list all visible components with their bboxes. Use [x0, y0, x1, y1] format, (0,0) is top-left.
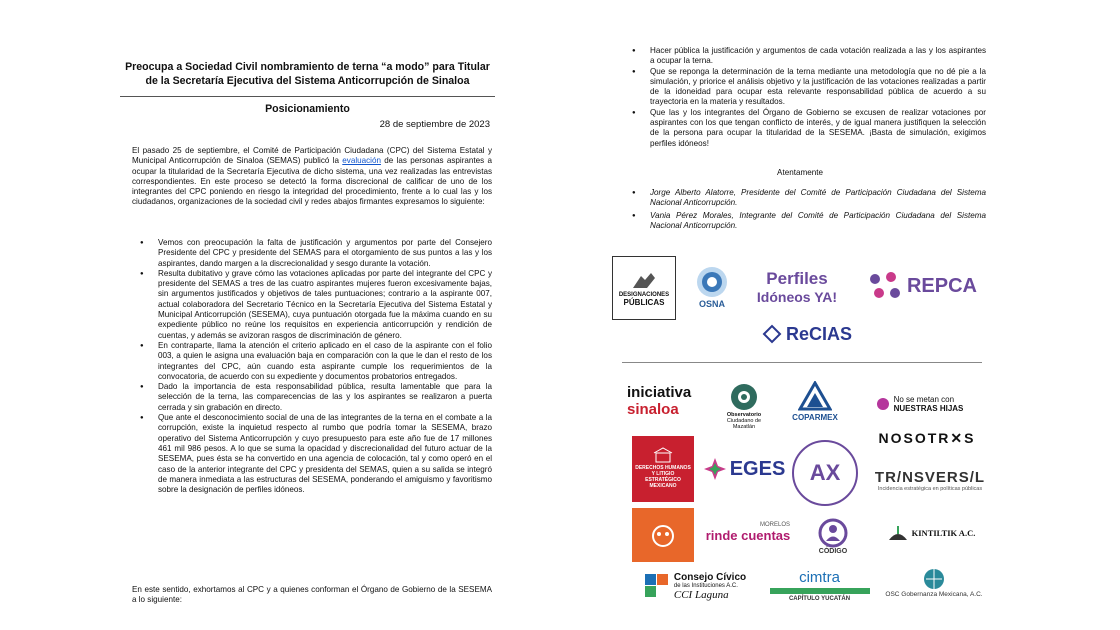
eye-icon — [729, 382, 759, 412]
blocks-icon — [644, 573, 670, 599]
document-date: 28 de septiembre de 2023 — [379, 119, 490, 130]
concerns-list — [132, 238, 492, 495]
logo-text: cimtra — [799, 568, 840, 586]
iniciativa-sinaloa-logo — [627, 378, 707, 424]
logo-text: Observatorio — [726, 412, 762, 418]
recias-logo — [752, 318, 862, 350]
designaciones-publicas-logo — [612, 256, 676, 320]
codigo-transparencia-logo — [802, 508, 864, 564]
network-icon — [867, 271, 903, 301]
globe-icon — [693, 265, 731, 299]
document-page-right — [612, 0, 988, 630]
ciudadanos-logo — [632, 508, 694, 562]
logo-text: CAPÍTULO YUCATÁN — [788, 595, 851, 602]
cimtra-bar — [770, 588, 870, 594]
logo-text: ReCIAS — [785, 323, 852, 344]
logo-text: de las Instituciones A.C. — [673, 582, 738, 589]
asociacion-derechos-logo — [792, 440, 858, 506]
logo-text: AX — [809, 460, 841, 485]
logo-text: Consejo Cívico — [673, 571, 747, 583]
title-line-1: Preocupa a Sociedad Civil nombramiento de terna “a modo” para Titular — [125, 61, 490, 73]
person-circle-icon — [818, 518, 848, 548]
evaluation-link[interactable]: evaluación — [342, 156, 381, 166]
document-subtitle: Posicionamiento — [265, 103, 350, 115]
logo-text: CCI Laguna — [673, 588, 729, 601]
list-item: ● Jorge Alberto Alatorre, Presidente del Comité de Participación Ciudadana del Sistema Nacional Anticorrupción. — [624, 188, 986, 209]
logo-text: MORELOS — [759, 521, 790, 528]
coparmex-logo — [780, 375, 850, 427]
logo-text: DERECHOS HUMANOS Y LITIGIO ESTRATÉGICO MEXICANO — [635, 465, 691, 489]
list-item: ● Que las y los integrantes del Órgano de Gobierno se excusen de realizar votaciones por aspirantes con los que tengan conflicto de interés, y de igual manera justifiquen la selección de la persona para ocupar la titularidad de la SESEMA. ¡Basta de simulación, exigimos perfiles idóneos! — [624, 108, 986, 149]
logo-text: CÓDIGO — [818, 547, 848, 555]
sign-off: Atentamente — [777, 168, 823, 177]
intro-text-end: de las personas aspirantes a ocupar la titularidad de la Secretaría Ejecutiva de dicho sistema, una vez realizadas las entrevistas correspondientes. En este proceso se detectó la forma discrecional de calificar de uno de los integrantes del CPC poniendo en riesgo la integridad del procedimiento, frente a lo cual las y los ciudadanos, organizaciones de la sociedad civil y redes abajos firmantes expresamos lo siguiente: — [132, 156, 492, 207]
logo-text: COPARMEX — [792, 412, 838, 422]
morelos-rinde-cuentas-logo — [698, 512, 798, 552]
no-se-metan-logo — [862, 390, 977, 418]
title-divider — [120, 96, 495, 97]
logo-text: rinde cuentas — [705, 527, 791, 543]
logo-text: Ciudadano de — [726, 418, 762, 424]
repca-logo — [857, 265, 987, 307]
consejo-civico-logo — [634, 564, 756, 608]
logo-text: KINTILTIK A.C. — [911, 528, 976, 538]
list-item: ● Hacer pública la justificación y argumentos de cada votación realizada a las y los aspirantes a ocupar la terna. — [624, 46, 986, 67]
plant-icon — [887, 524, 909, 542]
intro-paragraph — [132, 146, 492, 208]
list-item: ● Que ante el desconocimiento social de una de las integrantes de la terna en el combate a la corrupción, existe la inquietud respecto al rumbo que podría tomar la SESEMA, brazo operativo del Sistema Anticorrupción y cuyo presupuesto para este año fue de 17 millones 461 mil 986 pesos. A lo que se suma la opacidad y discrecionalidad del futuro actuar de la SESEMA, pues ésta se ha convertido en una agencia de colocación, tal y como operó en el caso de la anterior integrante del CPC y presidenta del SEMAS, quien a su salida se integró de manera inmediata a las estructuras del SESEMA, ponderando el amiguismo y favoritismo sobre la designación de perfiles idóneos. — [132, 413, 492, 495]
perfiles-idoneos-logo — [747, 262, 847, 312]
dog-icon — [649, 521, 677, 549]
title-line-2: de la Secretaría Ejecutiva del Sistema Anticorrupción de Sinaloa — [145, 75, 470, 87]
logo-text: No se metan con — [893, 395, 955, 404]
eges-logo — [700, 448, 788, 490]
nosotrxs-logo — [867, 428, 987, 448]
logo-text: Idóneos YA! — [756, 289, 838, 305]
flower-icon — [876, 397, 890, 411]
list-item: ● En contraparte, llama la atención el criterio aplicado en el caso de la aspirante con el folio 003, a quien le asigna una evaluación baja en comparación con la que le dan el resto de los integrantes del CPC, aún cuando esta aspirante cumple los requerimientos de la convocatoria, de acuerdo con su expediente y documentos probatorios entregados. — [132, 341, 492, 382]
transversal-logo — [872, 462, 988, 498]
derechos-humanos-logo — [632, 436, 694, 502]
gobernanza-mexicana-logo — [880, 560, 988, 604]
requests-list — [624, 46, 986, 149]
list-item: ● Vania Pérez Morales, Integrante del Comité de Participación Ciudadana del Sistema Nacional Anticorrupción. — [624, 211, 986, 232]
logo-text: REPCA — [906, 274, 977, 297]
logo-text: OSC Gobernanza Mexicana, A.C. — [885, 590, 983, 598]
logo-text: Perfiles — [766, 269, 828, 288]
closing-paragraph: En este sentido, exhortamos al CPC y a quienes conforman el Órgano de Gobierno de la SESEMA a lo siguiente: — [132, 585, 492, 605]
list-item: ● Resulta dubitativo y grave cómo las votaciones aplicadas por parte del integrante del CPC y presidente del SEMAS a tres de las cuatro aspirantes mujeres fueron excesivamente bajas, sin argumentos justificados y objetivos de tales puntuaciones; contrario a la aspirante 007, actual colaboradora del Secretario Técnico en la Secretaría Ejecutiva del Sistema Estatal y Municipal Anticorrupción (SESEMA), cuya puntuación otorgada fue la máxima cuando en su expediente público no reúne los requisitos en experiencia anticorrupción y rendición de cuentas, y además se avizoran rasgos de discriminación de género. — [132, 269, 492, 341]
signatories-list — [624, 188, 986, 231]
logo-text: NOSOTR✕S — [878, 429, 976, 446]
coparmex-icon — [798, 381, 832, 413]
hand-icon — [629, 270, 659, 292]
cimtra-logo — [767, 562, 872, 608]
logo-text: EGES — [729, 457, 786, 480]
building-icon — [653, 447, 673, 463]
document-title — [120, 60, 495, 88]
logo-text: iniciativa — [627, 384, 692, 401]
logos-divider — [622, 362, 982, 363]
document-page-left — [120, 0, 495, 630]
logo-text: sinaloa — [627, 401, 679, 418]
list-item: ● Vemos con preocupación la falta de justificación y argumentos por parte del Consejero Presidente del CPC y presidente del SEMAS para el otorgamiento de sus puntos a las y los aspirantes, dando margen a la discrecionalidad y sesgo durante la votación. — [132, 238, 492, 269]
list-item: ● Dado la importancia de esta responsabilidad pública, resulta lamentable que para la selección de la terna, las comparecencias de las y los aspirantes se realizaron a puerta cerrada y sin grabación en directo. — [132, 382, 492, 413]
logo-text: TR/NSVERS/L — [874, 468, 986, 486]
observatorio-mazatlan-logo — [714, 375, 774, 437]
logo-text: Incidencia estratégica en políticas públicas — [877, 485, 983, 492]
logo-text: PÚBLICAS — [623, 297, 665, 307]
list-item: ● Que se reponga la determinación de la terna mediante una metodología que no dé pie a la simulación, y priorice el análisis objetivo y la justificación de las votaciones realizadas a partir de la idoneidad para ocupar esta relevante responsabilidad pública de acuerdo a su trayectoria en la materia y resultados. — [624, 67, 986, 108]
star-icon — [703, 457, 727, 481]
intro-text-start: El pasado 25 de septiembre, el Comité de Participación Ciudadana (CPC) del Sistema Estatal y Municipal Anticorrupción de Sinaloa (SEMAS) publicó la — [132, 146, 492, 166]
logo-text: NUESTRAS HIJAS — [893, 404, 964, 413]
osna-logo — [682, 258, 742, 316]
arrows-icon — [762, 324, 782, 344]
logo-text: OSNA — [698, 299, 725, 309]
globe-icon — [922, 567, 946, 591]
logo-text: DESIGNACIONES — [618, 291, 670, 298]
kintiltik-logo — [874, 518, 988, 548]
logo-text: Mazatlán — [732, 424, 756, 430]
